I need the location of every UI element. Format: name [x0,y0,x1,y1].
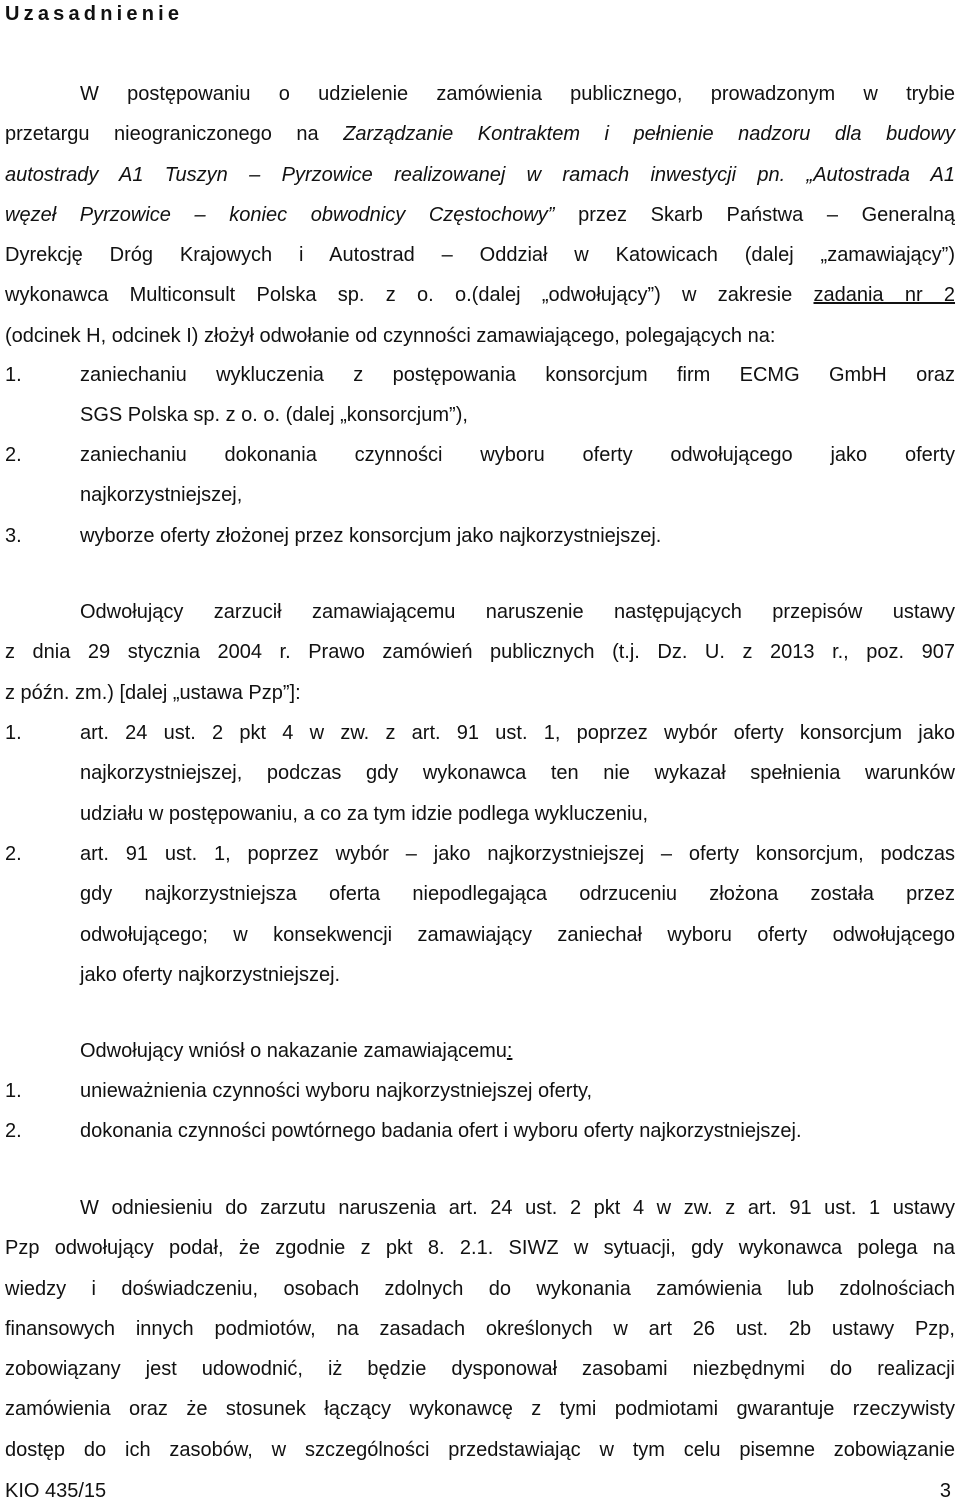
paragraph-text: węzeł Pyrzowice – koniec obwodnicy Częstochowy” [5,203,555,226]
paragraph-line: Pzp odwołujący podał, że zgodnie z pkt 8. 2.1. SIWZ w sytuacji, gdy wykonawca polega na [5,1237,955,1260]
list-line: zaniechaniu dokonania czynności wyboru oferty odwołującego jako oferty [80,444,955,466]
list-line: SGS Polska sp. z o. o. (dalej „konsorcjum”), [80,404,468,427]
paragraph-line [5,155,955,195]
list-line: gdy najkorzystniejsza oferta niepodlegająca odrzuceniu złożona została przez [80,883,955,906]
list-number: 3. [5,525,22,547]
list-line: unieważnienia czynności wyboru najkorzystniejszej oferty, [80,1080,593,1102]
list-number: 1. [5,722,22,744]
paragraph-line: finansowych innych podmiotów, na zasadach określonych w art 26 ust. 2b ustawy Pzp, [5,1317,955,1340]
paragraph-line: wiedzy i doświadczeniu, osobach zdolnych do wykonania zamówienia lub zdolnościach [5,1277,955,1300]
paragraph-line: Dyrekcję Dróg Krajowych i Autostrad – Oddział w Katowicach (dalej „zamawiający”) [5,244,955,267]
list-number: 1. [5,1080,22,1102]
list-line: art. 24 ust. 2 pkt 4 w zw. z art. 91 ust. 1, poprzez wybór oferty konsorcjum jako [80,722,955,744]
list-line: udziału w postępowaniu, a co za tym idzie podlega wykluczeniu, [80,802,649,825]
task-reference: zadania nr 2 [813,284,956,307]
paragraph-text: przez Skarb Państwa – Generalną [554,203,955,226]
list-number: 2. [5,1120,22,1142]
paragraph-text: Zarządzanie Kontraktem i pełnienie nadzoru dla budowy [343,123,956,146]
paragraph-line [5,275,955,315]
paragraph-line [5,1031,955,1071]
paragraph-line: z późn. zm.) [dalej „ustawa Pzp”]: [5,681,301,704]
paragraph-line: (odcinek H, odcinek I) złożył odwołanie od czynności zamawiającego, polegających na: [5,324,776,347]
page-number: 3 [939,1480,951,1502]
argument-paragraph [5,1188,955,1470]
case-number: KIO 435/15 [5,1480,107,1502]
paragraph-text: wykonawca Multiconsult Polska sp. z o. o.(dalej „odwołujący”) w zakresie [5,284,814,307]
intro-paragraph [5,74,955,356]
list-number: 2. [5,843,22,865]
list-line: zaniechaniu wykluczenia z postępowania konsorcjum firm ECMG GmbH oraz [80,364,955,386]
document-heading: Uzasadnienie [5,3,184,25]
paragraph-line [5,114,955,154]
list-line: odwołującego; w konsekwencji zamawiający zaniechał wyboru oferty odwołującego [80,923,955,946]
paragraph-line: zamówienia oraz że stosunek łączący wykonawcę z tymi podmiotami gwarantuje rzeczywisty [5,1398,955,1421]
list-line: dokonania czynności powtórnego badania ofert i wyboru oferty najkorzystniejszej. [80,1120,802,1142]
list-line: jako oferty najkorzystniejszej. [80,963,341,986]
paragraph-line: W odniesieniu do zarzutu naruszenia art. 24 ust. 2 pkt 4 w zw. z art. 91 ust. 1 ustawy [80,1197,955,1219]
paragraph-line: z dnia 29 stycznia 2004 r. Prawo zamówień publicznych (t.j. Dz. U. z 2013 r., poz. 907 [5,641,955,664]
charges-paragraph [5,592,955,713]
paragraph-text: Odwołujący wniósł o nakazanie zamawiającemu [80,1040,507,1062]
paragraph-line: dostęp do ich zasobów, w szczególności przedstawiając w tym celu pisemne zobowiązanie [5,1438,955,1461]
paragraph-line [5,195,955,235]
list-line: art. 91 ust. 1, poprzez wybór – jako najkorzystniejszej – oferty konsorcjum, podczas [80,843,955,865]
paragraph-text: : [506,1040,513,1062]
list-line: najkorzystniejszej, podczas gdy wykonawca ten nie wykazał spełnienia warunków [80,762,955,785]
paragraph-line: zobowiązany jest udowodnić, iż będzie dysponował zasobami niezbędnymi do realizacji [5,1358,955,1381]
paragraph-line: W postępowaniu o udzielenie zamówienia publicznego, prowadzonym w trybie [80,83,955,105]
list-line: wyborze oferty złożonej przez konsorcjum jako najkorzystniejszej. [80,525,662,547]
paragraph-text: przetargu nieograniczonego na [5,123,344,146]
paragraph-line: Odwołujący zarzucił zamawiającemu naruszenie następujących przepisów ustawy [80,601,955,623]
list-number: 2. [5,444,22,466]
list-line: najkorzystniejszej, [80,484,243,507]
list-number: 1. [5,364,22,386]
paragraph-text: autostrady A1 Tuszyn – Pyrzowice realizowanej w ramach inwestycji pn. „Autostrada A1 [5,163,955,186]
demands-paragraph [5,1031,955,1071]
